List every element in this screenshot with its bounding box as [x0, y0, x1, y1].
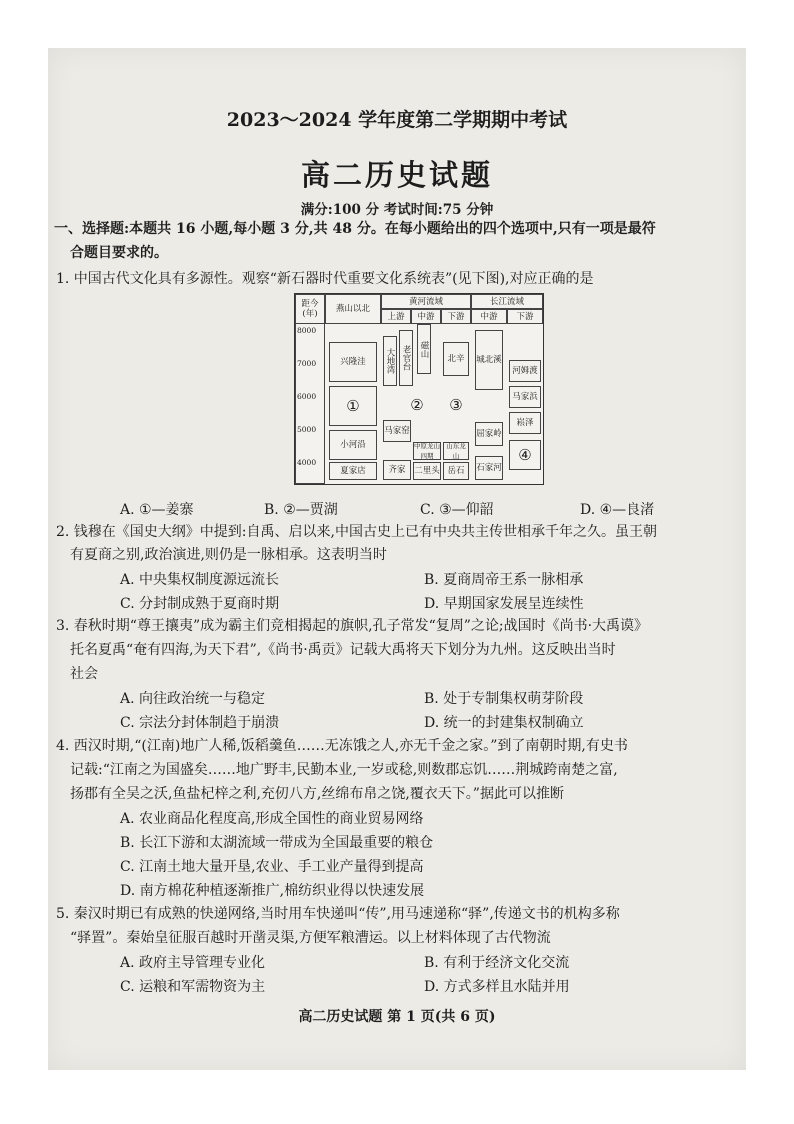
culture-majiayao: 马家窑 — [383, 420, 411, 442]
culture-erlitou: 二里头 — [413, 462, 441, 480]
table-header-yangtze: 长江流域 — [471, 294, 543, 309]
culture-xinglongwa: 兴隆洼 — [329, 342, 377, 382]
culture-yueshi: 岳石 — [443, 462, 469, 480]
q4-option-b: B. 长江下游和太湖流域一带成为全国最重要的粮仓 — [120, 835, 434, 851]
culture-shijiahe: 石家河 — [475, 456, 503, 480]
exam-title: 高二历史试题 — [300, 158, 493, 192]
q5-option-b: B. 有利于经济文化交流 — [424, 955, 570, 971]
question-3-stem-line2: 托名夏禹“奄有四海,为天下君”,《尚书·禹贡》记载大禹将天下划分为九州。这反映出当时 — [70, 642, 616, 658]
culture-beixin: 北辛 — [443, 342, 469, 376]
time-tick: 4000 — [297, 458, 317, 467]
table-subheader: 中游 — [471, 309, 507, 324]
q4-option-d: D. 南方棉花种植逐渐推广,棉纺织业得以快速发展 — [120, 883, 425, 899]
time-tick: 6000 — [297, 392, 317, 401]
culture-songze: 崧泽 — [509, 412, 541, 434]
table-header-yellow-river: 黄河流域 — [381, 294, 471, 309]
culture-marker-2: ② — [410, 396, 424, 414]
culture-xiajiadian: 夏家店 — [329, 462, 377, 480]
question-4-stem-line2: 记载:“江南之为国盛矣……地广野丰,民勤本业,一岁或稔,则数郡忘饥……荆城跨南楚之富, — [70, 762, 618, 778]
time-tick: 8000 — [297, 326, 317, 335]
culture-marker-3: ③ — [449, 396, 463, 414]
q3-option-a: A. 向往政治统一与稳定 — [120, 691, 266, 707]
question-2-stem-line1: 2. 钱穆在《国史大纲》中提到:自禹、启以来,中国古史上已有中央共主传世相承千年之久。虽王朝 — [56, 524, 657, 540]
q2-option-c: C. 分封制成熟于夏商时期 — [120, 596, 280, 612]
culture-hemudu: 河姆渡 — [509, 360, 541, 382]
exam-info: 满分:100 分 考试时间:75 分钟 — [300, 202, 494, 218]
q2-option-a: A. 中央集权制度源远流长 — [120, 572, 280, 588]
q4-option-a: A. 农业商品化程度高,形成全国性的商业贸易网络 — [120, 811, 424, 827]
q3-option-b: B. 处于专制集权萌芽阶段 — [424, 691, 584, 707]
q1-option-b: B. ②—贾湖 — [264, 502, 338, 518]
culture-shandong-longshan: 山东龙山 — [443, 442, 469, 460]
question-5-stem-line2: “驿置”。秦始皇征服百越时开凿灵渠,方便军粮漕运。以上材料体现了古代物流 — [70, 930, 551, 946]
q2-option-d: D. 早期国家发展呈连续性 — [424, 596, 584, 612]
q1-option-d: D. ④—良渚 — [580, 502, 655, 518]
culture-dadiwan: 大地湾 — [383, 336, 397, 386]
question-2-stem-line2: 有夏商之别,政治演进,则仍是一脉相承。这表明当时 — [70, 547, 387, 563]
q5-option-c: C. 运粮和军需物资为主 — [120, 979, 266, 995]
culture-qujialing: 屈家岭 — [475, 422, 503, 446]
table-subheader: 中游 — [411, 309, 441, 324]
question-1-stem: 1. 中国古代文化具有多源性。观察“新石器时代重要文化系统表”(见下图),对应正确的是 — [56, 271, 594, 287]
section-instructions-line1: 一、选择题:本题共 16 小题,每小题 3 分,共 48 分。在每小题给出的四个选项中,只有一项是最符 — [54, 221, 656, 237]
q1-option-a: A. ①—姜寨 — [120, 502, 194, 518]
table-subheader: 上游 — [381, 309, 411, 324]
exam-paper — [48, 48, 746, 1070]
q5-option-a: A. 政府主导管理专业化 — [120, 955, 266, 971]
culture-chengbeixi: 城北溪 — [475, 330, 503, 390]
table-subheader: 下游 — [507, 309, 543, 324]
culture-qijia: 齐家 — [383, 460, 411, 480]
culture-xiaoheyan: 小河沿 — [329, 430, 377, 460]
table-header-time: 距今(年) — [295, 294, 325, 324]
time-tick: 5000 — [297, 425, 317, 434]
culture-laoguantai: 老官台 — [399, 330, 413, 386]
q3-option-d: D. 统一的封建集权制确立 — [424, 715, 584, 731]
table-header-yanshan: 燕山以北 — [325, 294, 381, 324]
culture-marker-1: ① — [329, 386, 377, 426]
q5-option-d: D. 方式多样且水陆并用 — [424, 979, 570, 995]
culture-cishan: 磁山 — [417, 324, 431, 374]
exam-name: 2023～2024 学年度第二学期期中考试 — [226, 109, 568, 131]
question-3-stem-line1: 3. 春秋时期“尊王攘夷”成为霸主们竞相揭起的旗帜,孔子常发“复周”之论;战国时《尚书·大禹谟》 — [56, 618, 649, 634]
time-tick: 7000 — [297, 359, 317, 368]
section-instructions-line2: 合题目要求的。 — [70, 245, 168, 261]
question-4-stem-line1: 4. 西汉时期,“(江南)地广人稀,饭稻羹鱼……无冻饿之人,亦无千金之家。”到了南朝时期,有史书 — [56, 738, 628, 754]
culture-majiabang: 马家浜 — [509, 386, 541, 408]
culture-marker-4: ④ — [509, 440, 541, 470]
culture-system-table — [294, 293, 544, 485]
question-4-stem-line3: 扬郡有全吴之沃,鱼盐杞梓之利,充仞八方,丝绵布帛之饶,覆衣天下。”据此可以推断 — [70, 786, 564, 802]
question-5-stem-line1: 5. 秦汉时期已有成熟的快递网络,当时用车快递叫“传”,用马速递称“驿”,传递文书的机构多称 — [56, 906, 620, 922]
page-footer: 高二历史试题 第 1 页(共 6 页) — [298, 1009, 496, 1025]
q1-option-c: C. ③—仰韶 — [420, 502, 494, 518]
culture-zhongyuan-longshan: 中原龙山四期 — [414, 442, 440, 460]
q4-option-c: C. 江南土地大量开垦,农业、手工业产量得到提高 — [120, 859, 424, 875]
q3-option-c: C. 宗法分封体制趋于崩溃 — [120, 715, 280, 731]
q2-option-b: B. 夏商周帝王系一脉相承 — [424, 572, 584, 588]
question-3-stem-line3: 社会 — [70, 666, 98, 682]
table-subheader: 下游 — [441, 309, 471, 324]
